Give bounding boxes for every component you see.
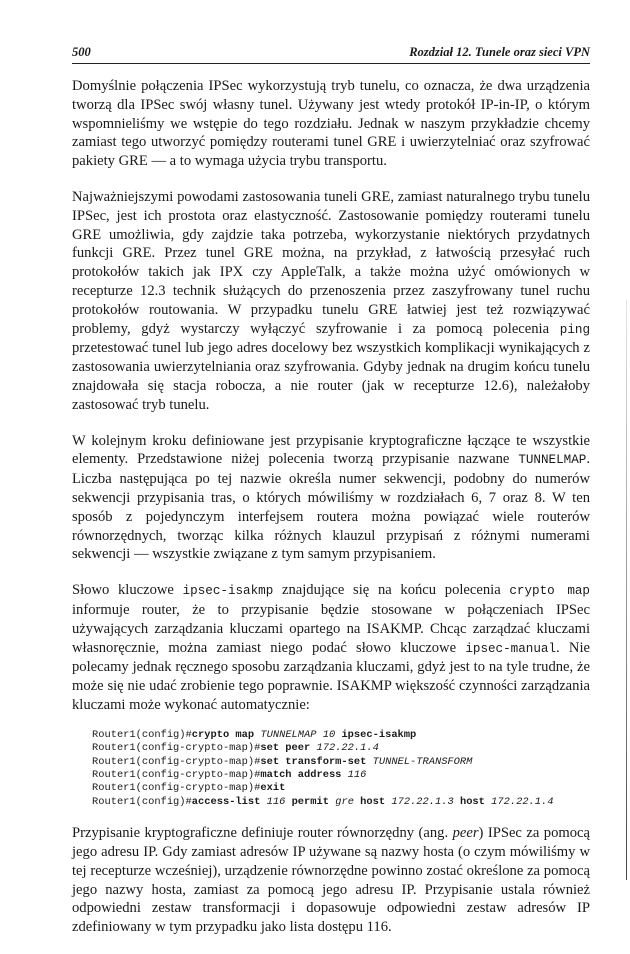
paragraph-2-text-a: Najważniejszymi powodami zastosowania tuneli GRE, zamiast naturalnego trybu tunelu IPSec, jest ich prostota oraz elastyczność. Zastosowanie pomiędzy routerami tunelu GRE umożliwia, gdy zajdzie taka potrzeba, wykorzystanie niektórych przydatnych funkcji GRE. Przez tunel GRE można, na przykład, z łatwością przesyłać ruch protokołów takich jak IPX czy AppleTalk, a także można użyć omówionych w recepturze 12.3 technik służących do przenoszenia przez zaszyfrowany tunel ruchu protokołów routowania. W przypadku tunelu GRE łatwiej jest też rozwiązywać problemy, gdyż wystarczy wyłączyć szyfrowanie i za pomocą polecenia bbox=[72, 188, 590, 337]
code-prompt: Router1(config-crypto-map)# bbox=[92, 782, 261, 795]
paragraph-4-text-c: informuje router, że to przypisanie będzie stosowane w połączeniach IPSec używających zarządzania kluczami opartego na ISAKMP. Chcąc zarządzać kluczami własnoręcznie, można zamiast niego podać słowo kluczowe bbox=[72, 601, 590, 656]
inline-code-ipsec-manual: ipsec-manual bbox=[465, 641, 557, 656]
code-line-1 bbox=[92, 729, 590, 742]
running-header bbox=[72, 43, 590, 64]
paragraph-3 bbox=[72, 432, 590, 565]
paragraph-4-text-a: Słowo kluczowe bbox=[72, 582, 183, 599]
page-edge-shadow bbox=[626, 300, 627, 880]
code-command: permit bbox=[291, 795, 336, 808]
code-command: exit bbox=[260, 782, 286, 795]
page-number: 500 bbox=[72, 45, 91, 59]
code-prompt: Router1(config-crypto-map)# bbox=[92, 768, 261, 781]
code-command: host bbox=[360, 795, 392, 808]
inline-code-crypto-map: crypto map bbox=[509, 584, 590, 599]
code-command: access-list bbox=[191, 795, 267, 808]
code-command: crypto map bbox=[191, 728, 261, 741]
code-command: match address bbox=[260, 768, 348, 781]
paragraph-5-text-a: Przypisanie kryptograficzne definiuje router równorzędny (ang. bbox=[72, 825, 453, 842]
code-argument: TUNNELMAP 10 bbox=[260, 728, 342, 741]
code-command: set peer bbox=[260, 742, 317, 755]
code-command: ipsec-isakmp bbox=[341, 728, 417, 741]
emphasis-peer: peer bbox=[452, 825, 479, 842]
page-body bbox=[72, 77, 590, 954]
code-line-6 bbox=[92, 796, 590, 809]
paragraph-3-text-a: W kolejnym kroku definiowane jest przypisanie kryptograficzne łączące te wszystkie elementy. Przedstawione niżej polecenia tworzą przypisanie nazwane bbox=[72, 432, 590, 468]
code-prompt: Router1(config)# bbox=[92, 795, 192, 808]
paragraph-3-text-b: . Liczba następująca po tej nazwie określa numer sekwencji, podobny do numerów sekwencji przypisania tras, o których mówiliśmy w rozdziałach 6, 7 oraz 8. W ten sposób z pojedynczym interfejsem routera można powiązać wiele routerów równorzędnych, tworząc kilka różnych klauzul przypisań z różnymi numerami sekwencji — wszystkie związane z tym samym przypisaniem. bbox=[72, 451, 590, 563]
code-listing bbox=[92, 729, 590, 809]
code-argument: gre bbox=[335, 795, 361, 808]
code-argument: TUNNEL-TRANSFORM bbox=[372, 755, 473, 768]
code-prompt: Router1(config-crypto-map)# bbox=[92, 742, 261, 755]
code-argument: 172.22.1.4 bbox=[491, 795, 554, 808]
inline-code-tunnelmap: TUNNELMAP bbox=[518, 453, 587, 468]
code-command: host bbox=[459, 795, 492, 808]
paragraph-4 bbox=[72, 581, 590, 715]
code-argument: 172.22.1.4 bbox=[316, 742, 379, 755]
chapter-title: Rozdział 12. Tunele oraz sieci VPN bbox=[409, 45, 590, 59]
code-line-3 bbox=[92, 756, 590, 769]
paragraph-5-text-b: ) IPSec za pomocą jego adresu IP. Gdy zamiast adresów IP używane są nazwy hosta (o czym mówiliśmy w tej recepturze wcześniej), urządzenie równorzędne powinno zostać określone za pomocą jego nazwy hosta, zamiast za pomocą jego adresu IP. Przypisanie ustala również odpowiedni zestaw transformacji i dopasowuje odpowiedni zestaw adresów IP zdefiniowany w tym przypadku jako lista dostępu 116. bbox=[72, 825, 590, 936]
code-argument: 116 bbox=[266, 795, 292, 808]
code-line-2 bbox=[92, 742, 590, 755]
code-prompt: Router1(config-crypto-map)# bbox=[92, 755, 261, 768]
code-command: set transform-set bbox=[260, 755, 373, 768]
inline-code-ping: ping bbox=[559, 322, 590, 337]
inline-code-ipsec-isakmp: ipsec-isakmp bbox=[182, 584, 274, 599]
code-line-4 bbox=[92, 769, 590, 782]
paragraph-1: Domyślnie połączenia IPSec wykorzystują tryb tunelu, co oznacza, że dwa urządzenia tworzą dla IPSec swój własny tunel. Używany jest wtedy protokół IP-in-IP, o którym wspomnieliśmy we wstępie do tego rozdziału. Jednak w naszym przykładzie chcemy zamiast tego utworzyć pomiędzy routerami tunel GRE i uwierzytelniać oraz szyfrować pakiety GRE — a to wymaga użycia trybu transportu. bbox=[72, 78, 590, 170]
paragraph-4-text-b: znajdujące się na końcu polecenia bbox=[273, 582, 510, 599]
paragraph-2-text-b: przetestować tunel lub jego adres docelowy bez wszystkich komplikacji wynikających z zastosowania uwierzytelniania oraz szyfrowania. Gdyby jednak na drugim końcu tunelu znajdowała się stacja robocza, a nie router (jak w recepturze 12.6), należałoby zastosować tryb tunelu. bbox=[72, 340, 590, 413]
code-prompt: Router1(config)# bbox=[92, 728, 192, 741]
code-line-5 bbox=[92, 782, 590, 795]
paragraph-2 bbox=[72, 188, 590, 415]
paragraph-4-text-d: . Nie polecamy jednak ręcznego sposobu zarządzania kluczami, gdyż jest to na tyle trudne, że może się nie udać zrobienie tego poprawnie. ISAKMP większość czynności zarządzania kluczami może wykonać automatycznie: bbox=[72, 639, 590, 713]
code-argument: 172.22.1.3 bbox=[391, 795, 460, 808]
code-argument: 116 bbox=[347, 768, 367, 781]
paragraph-5 bbox=[72, 824, 590, 937]
